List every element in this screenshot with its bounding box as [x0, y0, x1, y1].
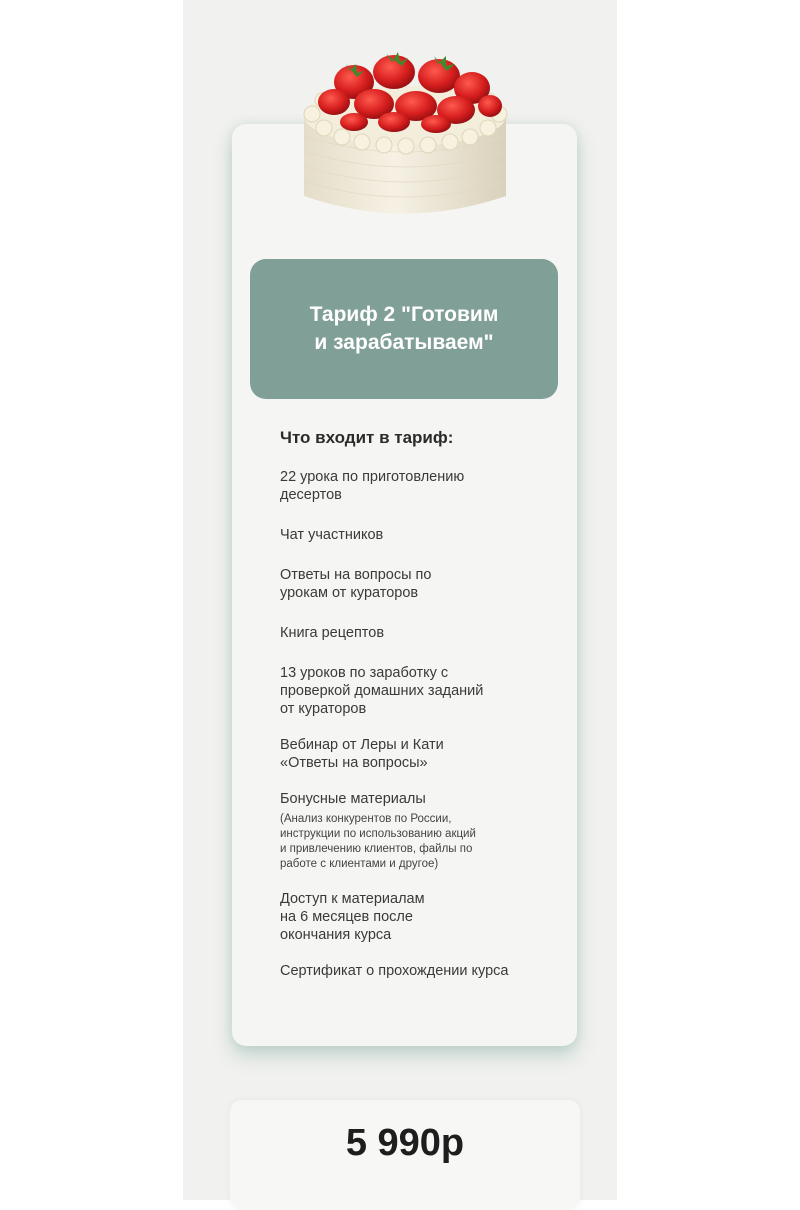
feature-item-bonus-note: (Анализ конкурентов по России, инструкции по использованию акций и привлечению клиентов, файлы по работе с клиентами и другое)	[280, 813, 476, 870]
feature-item-earning-lessons: 13 уроков по заработку с проверкой домашних заданий от кураторов	[280, 665, 484, 717]
feature-item-recipe-book: Книга рецептов	[280, 625, 385, 641]
feature-item-bonus-label: Бонусные материалы	[280, 791, 426, 807]
feature-list	[280, 468, 570, 980]
tariff-header	[250, 259, 558, 399]
tariff-title: Тариф 2 "Готовим и зарабатываем"	[309, 303, 499, 354]
feature-item-chat: Чат участников	[280, 527, 384, 543]
feature-item-certificate: Сертификат о прохождении курса	[280, 963, 509, 979]
price-value: 5 990р	[345, 1122, 465, 1164]
feature-item-lessons: 22 урока по приготовлению десертов	[280, 469, 465, 503]
feature-item-webinar: Вебинар от Леры и Кати «Ответы на вопросы»	[280, 737, 444, 771]
includes-heading: Что входит в тариф:	[280, 428, 454, 447]
price-box	[230, 1100, 580, 1210]
feature-item-access: Доступ к материалам на 6 месяцев после окончания курса	[280, 891, 425, 943]
feature-item-bonus	[280, 790, 570, 872]
feature-item-curator-answers: Ответы на вопросы по урокам от кураторов	[280, 567, 432, 601]
strawberry-cake-image	[294, 36, 516, 226]
